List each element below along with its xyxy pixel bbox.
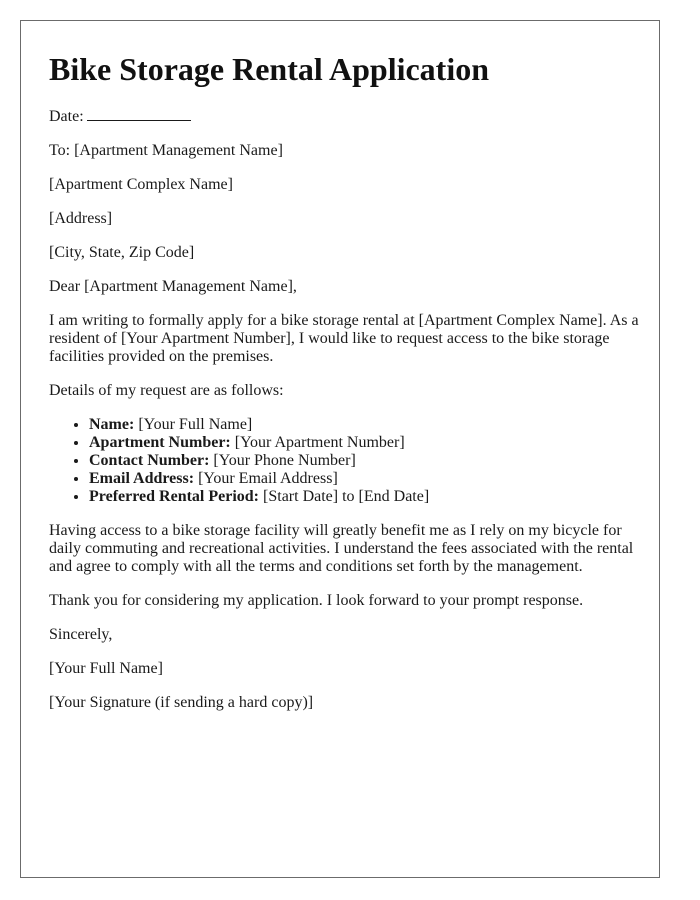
letter-page (20, 20, 660, 878)
list-item-email-address (89, 470, 639, 488)
detail-label: Name: (89, 416, 135, 433)
detail-value: [Your Phone Number] (209, 452, 356, 469)
detail-label: Contact Number: (89, 452, 210, 469)
address-line: [Address] (49, 210, 113, 227)
list-item-rental-period (89, 488, 639, 506)
closing: Sincerely, (49, 626, 113, 643)
thanks-paragraph: Thank you for considering my application. I look forward to your prompt response. (49, 592, 584, 609)
detail-label: Apartment Number: (89, 434, 231, 451)
detail-value: [Your Apartment Number] (230, 434, 405, 451)
detail-value: [Your Email Address] (194, 470, 338, 487)
salutation: Dear [Apartment Management Name], (49, 278, 297, 295)
signature-note: [Your Signature (if sending a hard copy)] (49, 694, 314, 711)
date-blank-line (87, 106, 191, 121)
details-list (49, 416, 639, 506)
date-label: Date: (49, 108, 84, 125)
list-item-apartment-number (89, 434, 639, 452)
detail-value: [Your Full Name] (134, 416, 253, 433)
city-state-zip-line: [City, State, Zip Code] (49, 244, 195, 261)
list-item-name (89, 416, 639, 434)
signer-name: [Your Full Name] (49, 660, 163, 677)
benefit-paragraph: Having access to a bike storage facility will greatly benefit me as I rely on my bicycle for daily commuting and recreational activities. I understand the fees associated with the rental and agree to comply with all the terms and conditions set forth by the management. (49, 522, 634, 575)
letter-content (49, 51, 639, 712)
details-intro: Details of my request are as follows: (49, 382, 284, 399)
detail-label: Preferred Rental Period: (89, 488, 260, 505)
list-item-contact-number (89, 452, 639, 470)
complex-name: [Apartment Complex Name] (49, 176, 233, 193)
page-title: Bike Storage Rental Application (49, 51, 490, 87)
detail-label: Email Address: (89, 470, 195, 487)
date-line (49, 106, 639, 126)
recipient-line: To: [Apartment Management Name] (49, 142, 283, 159)
detail-value: [Start Date] to [End Date] (259, 488, 430, 505)
intro-paragraph: I am writing to formally apply for a bike storage rental at [Apartment Complex Name]. As a resident of [Your Apartment Number], I would like to request access to the bike storage facilities provided on the premises. (49, 312, 639, 365)
